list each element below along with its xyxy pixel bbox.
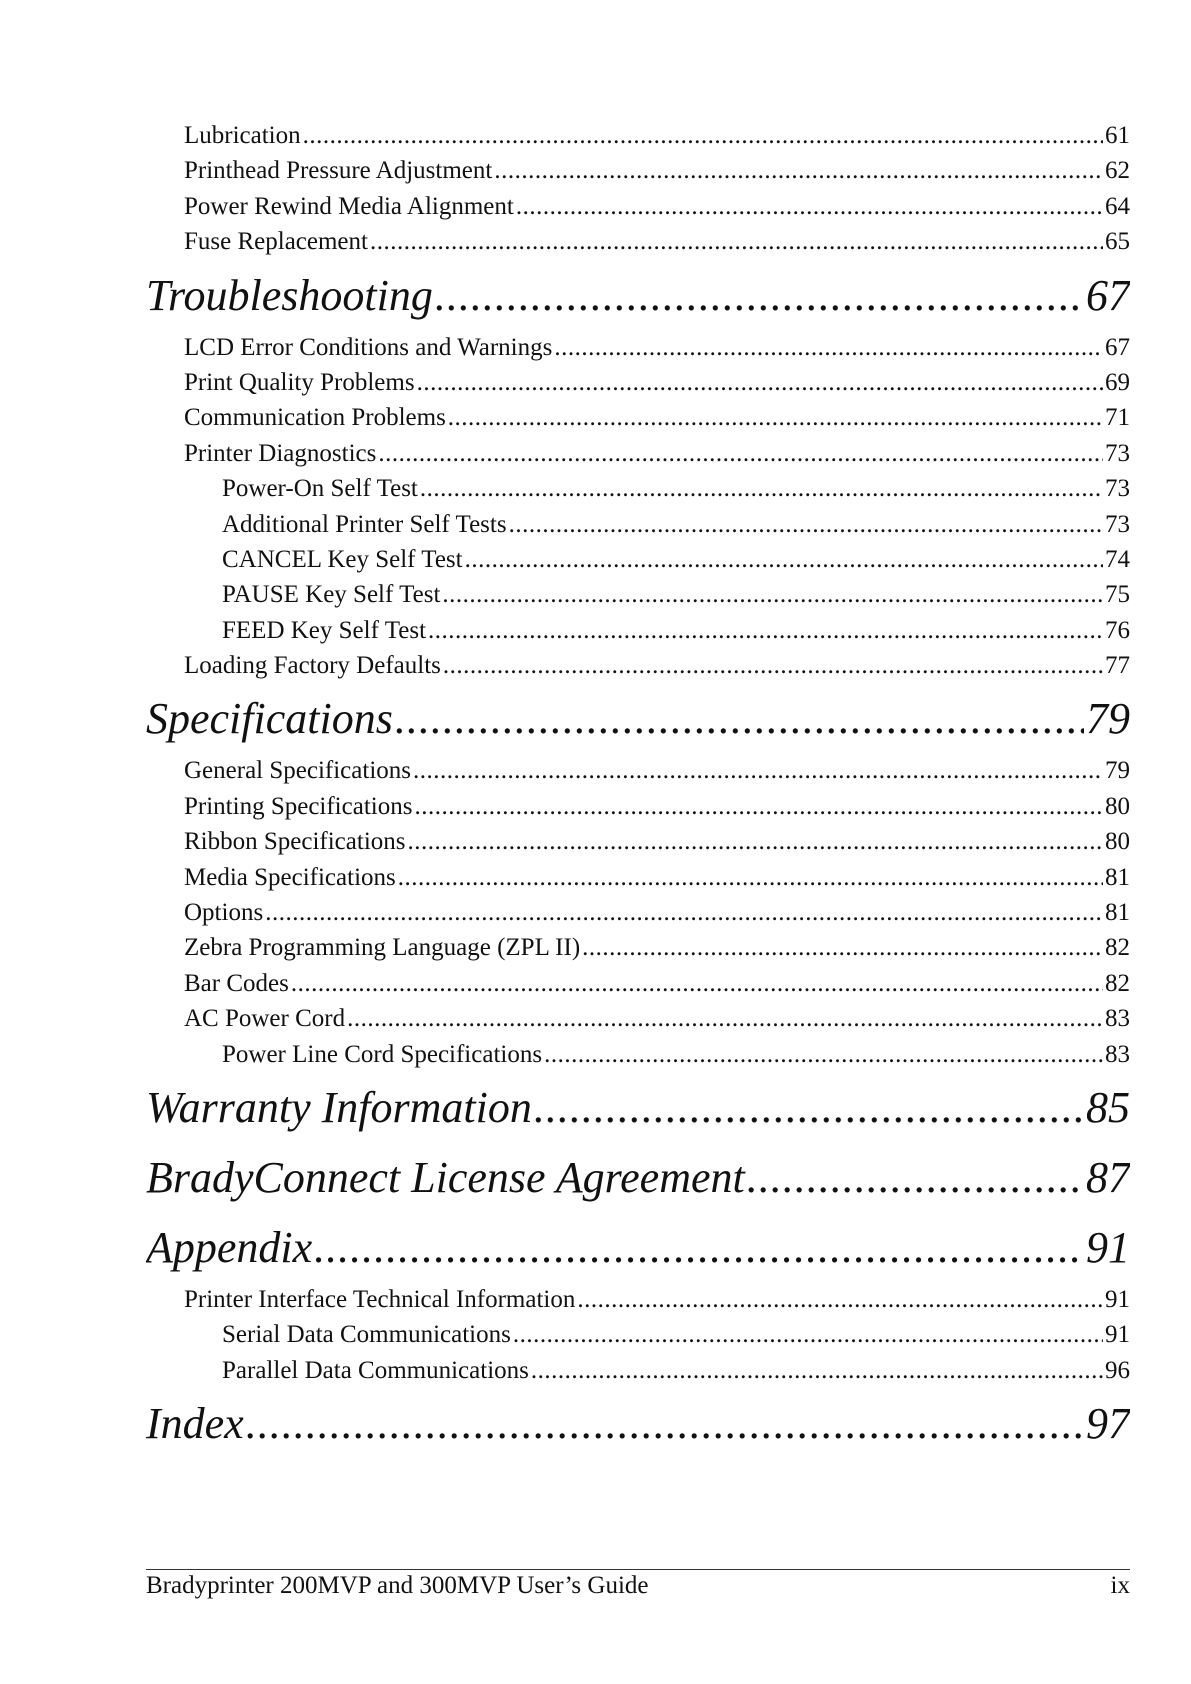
toc-section-entry[interactable] xyxy=(146,966,1130,1001)
dot-leader xyxy=(370,224,1103,259)
toc-entry-page: 77 xyxy=(1105,652,1130,680)
toc-entry-title: Communication Problems xyxy=(184,404,446,432)
toc-entry-page: 79 xyxy=(1086,694,1130,744)
toc-entry-page: 87 xyxy=(1086,1152,1130,1202)
dot-leader xyxy=(414,789,1103,824)
dot-leader xyxy=(448,400,1103,435)
dot-leader xyxy=(435,261,1084,330)
toc-entry-page: 75 xyxy=(1105,581,1130,609)
toc-entry-title: Power Line Cord Specifications xyxy=(222,1040,543,1068)
toc-entry-page: 67 xyxy=(1086,270,1130,320)
toc-section-entry[interactable] xyxy=(146,789,1130,824)
toc-entry-page: 69 xyxy=(1105,368,1130,396)
dot-leader xyxy=(544,1037,1103,1072)
toc-section-entry[interactable] xyxy=(146,613,1130,648)
toc-section-entry[interactable] xyxy=(146,753,1130,788)
toc-entry-title: Lubrication xyxy=(184,122,301,149)
toc-entry-page: 76 xyxy=(1105,616,1130,644)
toc-entry-title: LCD Error Conditions and Warnings xyxy=(184,333,553,361)
toc-entry-page: 83 xyxy=(1105,1040,1130,1068)
toc-entry-title: Parallel Data Communications xyxy=(222,1356,529,1384)
toc-entry-page: 64 xyxy=(1105,192,1130,220)
toc-section-entry[interactable] xyxy=(146,930,1130,965)
toc-entry-page: 83 xyxy=(1105,1005,1130,1033)
toc-entry-page: 96 xyxy=(1105,1356,1130,1384)
toc-chapter-entry[interactable] xyxy=(146,1389,1130,1458)
dot-leader xyxy=(413,753,1103,788)
toc-section-entry[interactable] xyxy=(146,189,1130,224)
toc-section-entry[interactable] xyxy=(146,330,1130,365)
toc-entry-title: Additional Printer Self Tests xyxy=(222,510,507,538)
toc-entry-page: 62 xyxy=(1105,157,1130,185)
toc-section-entry[interactable] xyxy=(146,1001,1130,1036)
dot-leader xyxy=(577,1282,1103,1317)
toc-chapter-entry[interactable] xyxy=(146,1073,1130,1142)
toc-entry-title: Serial Data Communications xyxy=(222,1321,511,1349)
dot-leader xyxy=(554,330,1103,365)
dot-leader xyxy=(534,1073,1084,1142)
toc-entry-title: Printing Specifications xyxy=(184,792,413,820)
table-of-contents xyxy=(146,118,1130,1458)
dot-leader xyxy=(442,577,1103,612)
toc-entry-title: Ribbon Specifications xyxy=(184,828,406,856)
dot-leader xyxy=(420,471,1103,506)
toc-entry-title: Fuse Replacement xyxy=(184,228,368,256)
toc-entry-title: BradyConnect License Agreement xyxy=(146,1152,745,1202)
toc-chapter-entry[interactable] xyxy=(146,1213,1130,1282)
dot-leader xyxy=(303,118,1103,153)
toc-chapter-entry[interactable] xyxy=(146,261,1130,330)
toc-entry-title: Appendix xyxy=(146,1222,313,1272)
toc-section-entry[interactable] xyxy=(146,118,1130,153)
toc-section-entry[interactable] xyxy=(146,1317,1130,1352)
toc-entry-page: 81 xyxy=(1105,899,1130,927)
toc-entry-title: Index xyxy=(146,1399,244,1449)
toc-section-entry[interactable] xyxy=(146,824,1130,859)
dot-leader xyxy=(465,542,1103,577)
toc-entry-page: 61 xyxy=(1105,122,1130,149)
toc-entry-title: Options xyxy=(184,899,264,927)
toc-entry-page: 82 xyxy=(1105,934,1130,962)
dot-leader xyxy=(246,1389,1084,1458)
dot-leader xyxy=(408,824,1104,859)
toc-entry-title: Media Specifications xyxy=(184,863,396,891)
dot-leader xyxy=(582,930,1103,965)
toc-entry-title: AC Power Cord xyxy=(184,1005,346,1033)
footer-title: Bradyprinter 200MVP and 300MVP User’s Guide xyxy=(146,1572,649,1599)
toc-entry-title: Bar Codes xyxy=(184,969,289,997)
page-footer xyxy=(146,1570,1130,1602)
toc-chapter-entry[interactable] xyxy=(146,1143,1130,1212)
dot-leader xyxy=(417,365,1103,400)
dot-leader xyxy=(509,507,1103,542)
dot-leader xyxy=(516,189,1103,224)
toc-section-entry[interactable] xyxy=(146,436,1130,471)
toc-entry-page: 91 xyxy=(1105,1321,1130,1349)
toc-entry-title: CANCEL Key Self Test xyxy=(222,545,463,573)
toc-entry-page: 73 xyxy=(1105,475,1130,503)
dot-leader xyxy=(291,966,1103,1001)
toc-entry-title: Print Quality Problems xyxy=(184,368,415,396)
toc-section-entry[interactable] xyxy=(146,153,1130,188)
toc-entry-page: 71 xyxy=(1105,404,1130,432)
toc-chapter-entry[interactable] xyxy=(146,684,1130,753)
dot-leader xyxy=(265,895,1103,930)
dot-leader xyxy=(747,1143,1084,1212)
toc-entry-title: PAUSE Key Self Test xyxy=(222,581,441,609)
toc-section-entry[interactable] xyxy=(146,860,1130,895)
toc-entry-title: Printhead Pressure Adjustment xyxy=(184,157,493,185)
dot-leader xyxy=(494,153,1103,188)
toc-section-entry[interactable] xyxy=(146,1353,1130,1388)
toc-section-entry[interactable] xyxy=(146,895,1130,930)
toc-entry-title: Power-On Self Test xyxy=(222,475,418,503)
toc-entry-page: 79 xyxy=(1105,757,1130,785)
dot-leader xyxy=(443,648,1103,683)
dot-leader xyxy=(347,1001,1103,1036)
toc-entry-title: General Specifications xyxy=(184,757,411,785)
dot-leader xyxy=(531,1353,1103,1388)
toc-entry-title: Troubleshooting xyxy=(146,270,433,320)
toc-section-entry[interactable] xyxy=(146,542,1130,577)
toc-section-entry[interactable] xyxy=(146,1282,1130,1317)
toc-entry-title: Loading Factory Defaults xyxy=(184,652,441,680)
toc-section-entry[interactable] xyxy=(146,507,1130,542)
dot-leader xyxy=(428,613,1103,648)
toc-entry-page: 97 xyxy=(1086,1399,1130,1449)
toc-entry-title: Printer Diagnostics xyxy=(184,439,377,467)
dot-leader xyxy=(314,1213,1084,1282)
toc-entry-title: Printer Interface Technical Information xyxy=(184,1285,576,1313)
toc-entry-page: 91 xyxy=(1086,1222,1130,1272)
toc-entry-page: 80 xyxy=(1105,792,1130,820)
toc-entry-page: 73 xyxy=(1105,510,1130,538)
toc-section-entry[interactable] xyxy=(146,577,1130,612)
dot-leader xyxy=(395,684,1084,753)
toc-entry-page: 85 xyxy=(1086,1082,1130,1132)
toc-entry-title: FEED Key Self Test xyxy=(222,616,427,644)
toc-section-entry[interactable] xyxy=(146,1037,1130,1072)
toc-section-entry[interactable] xyxy=(146,400,1130,435)
toc-entry-page: 74 xyxy=(1105,545,1130,573)
toc-entry-title: Zebra Programming Language (ZPL II) xyxy=(184,934,581,962)
toc-entry-title: Warranty Information xyxy=(146,1082,532,1132)
toc-entry-title: Specifications xyxy=(146,694,393,744)
dot-leader xyxy=(513,1317,1103,1352)
footer-page-number: ix xyxy=(1110,1572,1130,1599)
toc-entry-page: 65 xyxy=(1105,228,1130,256)
toc-entry-page: 81 xyxy=(1105,863,1130,891)
toc-entry-page: 82 xyxy=(1105,969,1130,997)
toc-section-entry[interactable] xyxy=(146,471,1130,506)
toc-entry-page: 67 xyxy=(1105,333,1130,361)
toc-section-entry[interactable] xyxy=(146,648,1130,683)
toc-section-entry[interactable] xyxy=(146,224,1130,259)
dot-leader xyxy=(398,860,1103,895)
toc-section-entry[interactable] xyxy=(146,365,1130,400)
toc-entry-title: Power Rewind Media Alignment xyxy=(184,192,514,220)
toc-entry-page: 91 xyxy=(1105,1285,1130,1313)
toc-entry-page: 80 xyxy=(1105,828,1130,856)
dot-leader xyxy=(378,436,1103,471)
toc-entry-page: 73 xyxy=(1105,439,1130,467)
